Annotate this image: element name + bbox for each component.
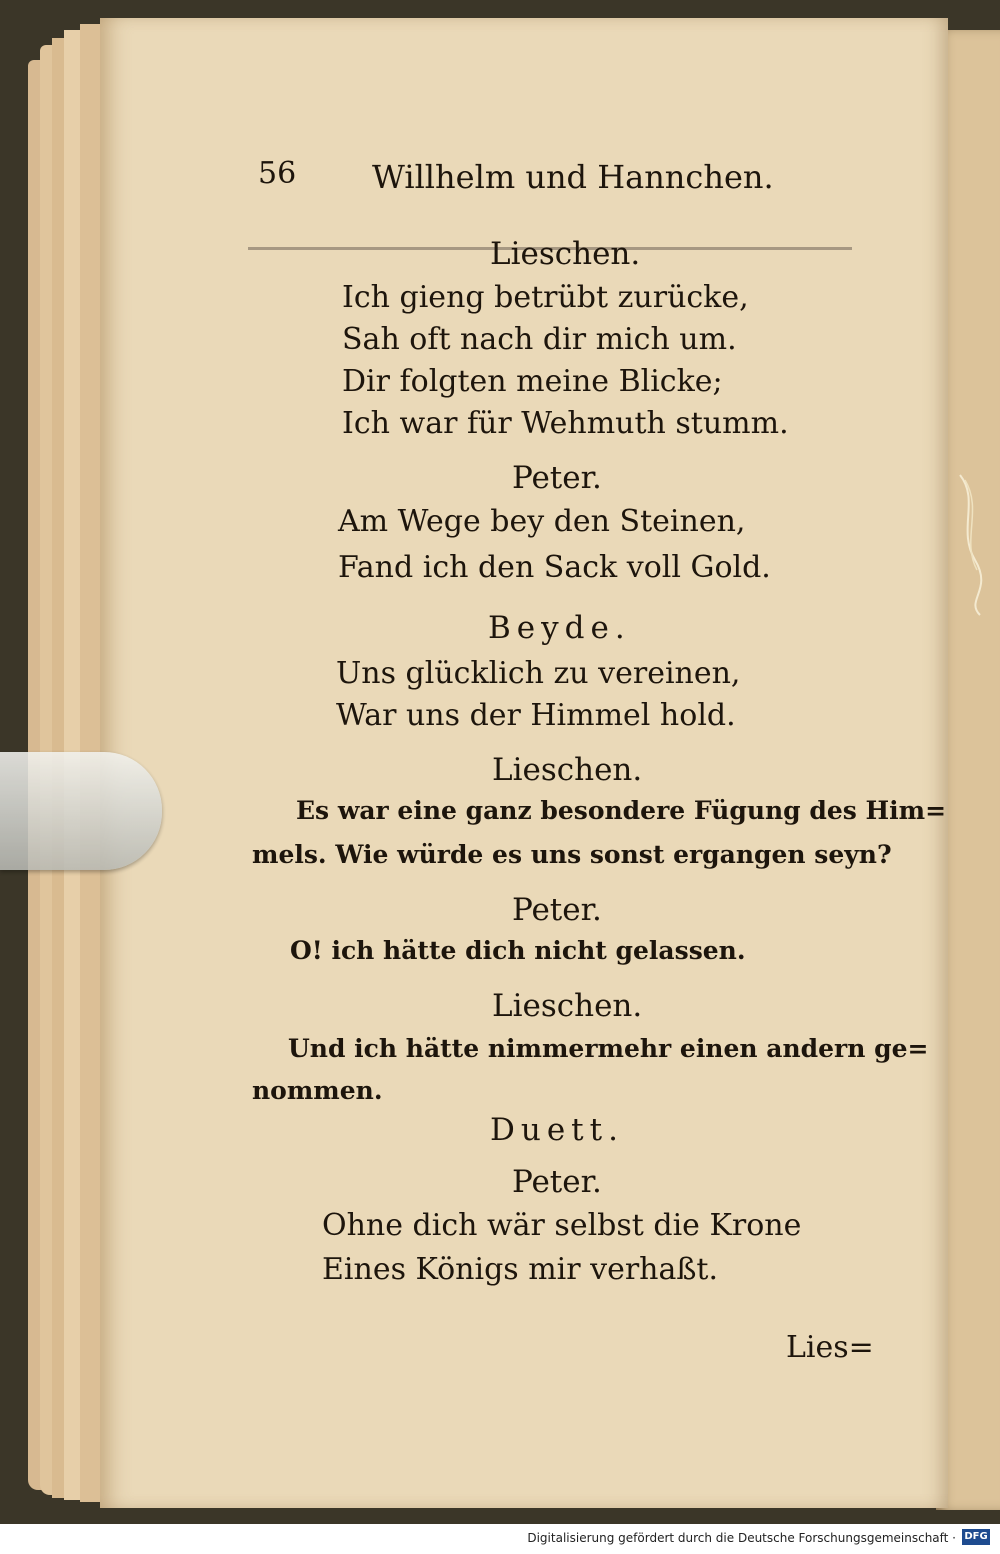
funding-credit: Digitalisierung gefördert durch die Deutsche Forschungsgemeinschaft · (527, 1531, 956, 1545)
speaker-heading: Lieschen. (492, 988, 643, 1024)
verse-line: Ohne dich wär selbst die Krone (322, 1208, 802, 1243)
section-heading: Duett. (490, 1112, 624, 1148)
speaker-heading: Peter. (512, 460, 602, 496)
prose-line: mels. Wie würde es uns sonst ergangen seyn? (252, 840, 892, 869)
verse-line: Eines Königs mir verhaßt. (322, 1252, 719, 1287)
verse-line: Sah oft nach dir mich um. (342, 322, 737, 357)
speaker-heading: Peter. (512, 892, 602, 928)
verse-line: Ich gieng betrübt zurücke, (342, 280, 749, 315)
verse-line: Fand ich den Sack voll Gold. (338, 550, 771, 585)
verse-line: Dir folgten meine Blicke; (342, 364, 723, 399)
speaker-heading: Peter. (512, 1164, 602, 1200)
catchword: Lies= (786, 1330, 874, 1365)
prose-line: O! ich hätte dich nicht gelassen. (290, 936, 746, 965)
dfg-logo-icon: DFG (962, 1529, 990, 1545)
verse-line: Am Wege bey den Steinen, (338, 504, 746, 539)
speaker-heading: Lieschen. (492, 752, 643, 788)
speaker-heading: Beyde. (488, 610, 631, 646)
verse-line: Ich war für Wehmuth stumm. (342, 406, 789, 441)
page-number: 56 (258, 156, 297, 191)
prose-line: Es war eine ganz besondere Fügung des Him= (296, 796, 947, 825)
verse-line: War uns der Himmel hold. (336, 698, 736, 733)
running-title: Willhelm und Hannchen. (372, 158, 774, 196)
binding-thread-icon (955, 470, 985, 620)
speaker-heading: Lieschen. (490, 236, 641, 272)
prose-line: nommen. (252, 1076, 383, 1105)
prose-line: Und ich hätte nimmermehr einen andern ge= (288, 1034, 929, 1063)
verse-line: Uns glücklich zu vereinen, (336, 656, 741, 691)
plastic-bookmark (0, 752, 162, 870)
